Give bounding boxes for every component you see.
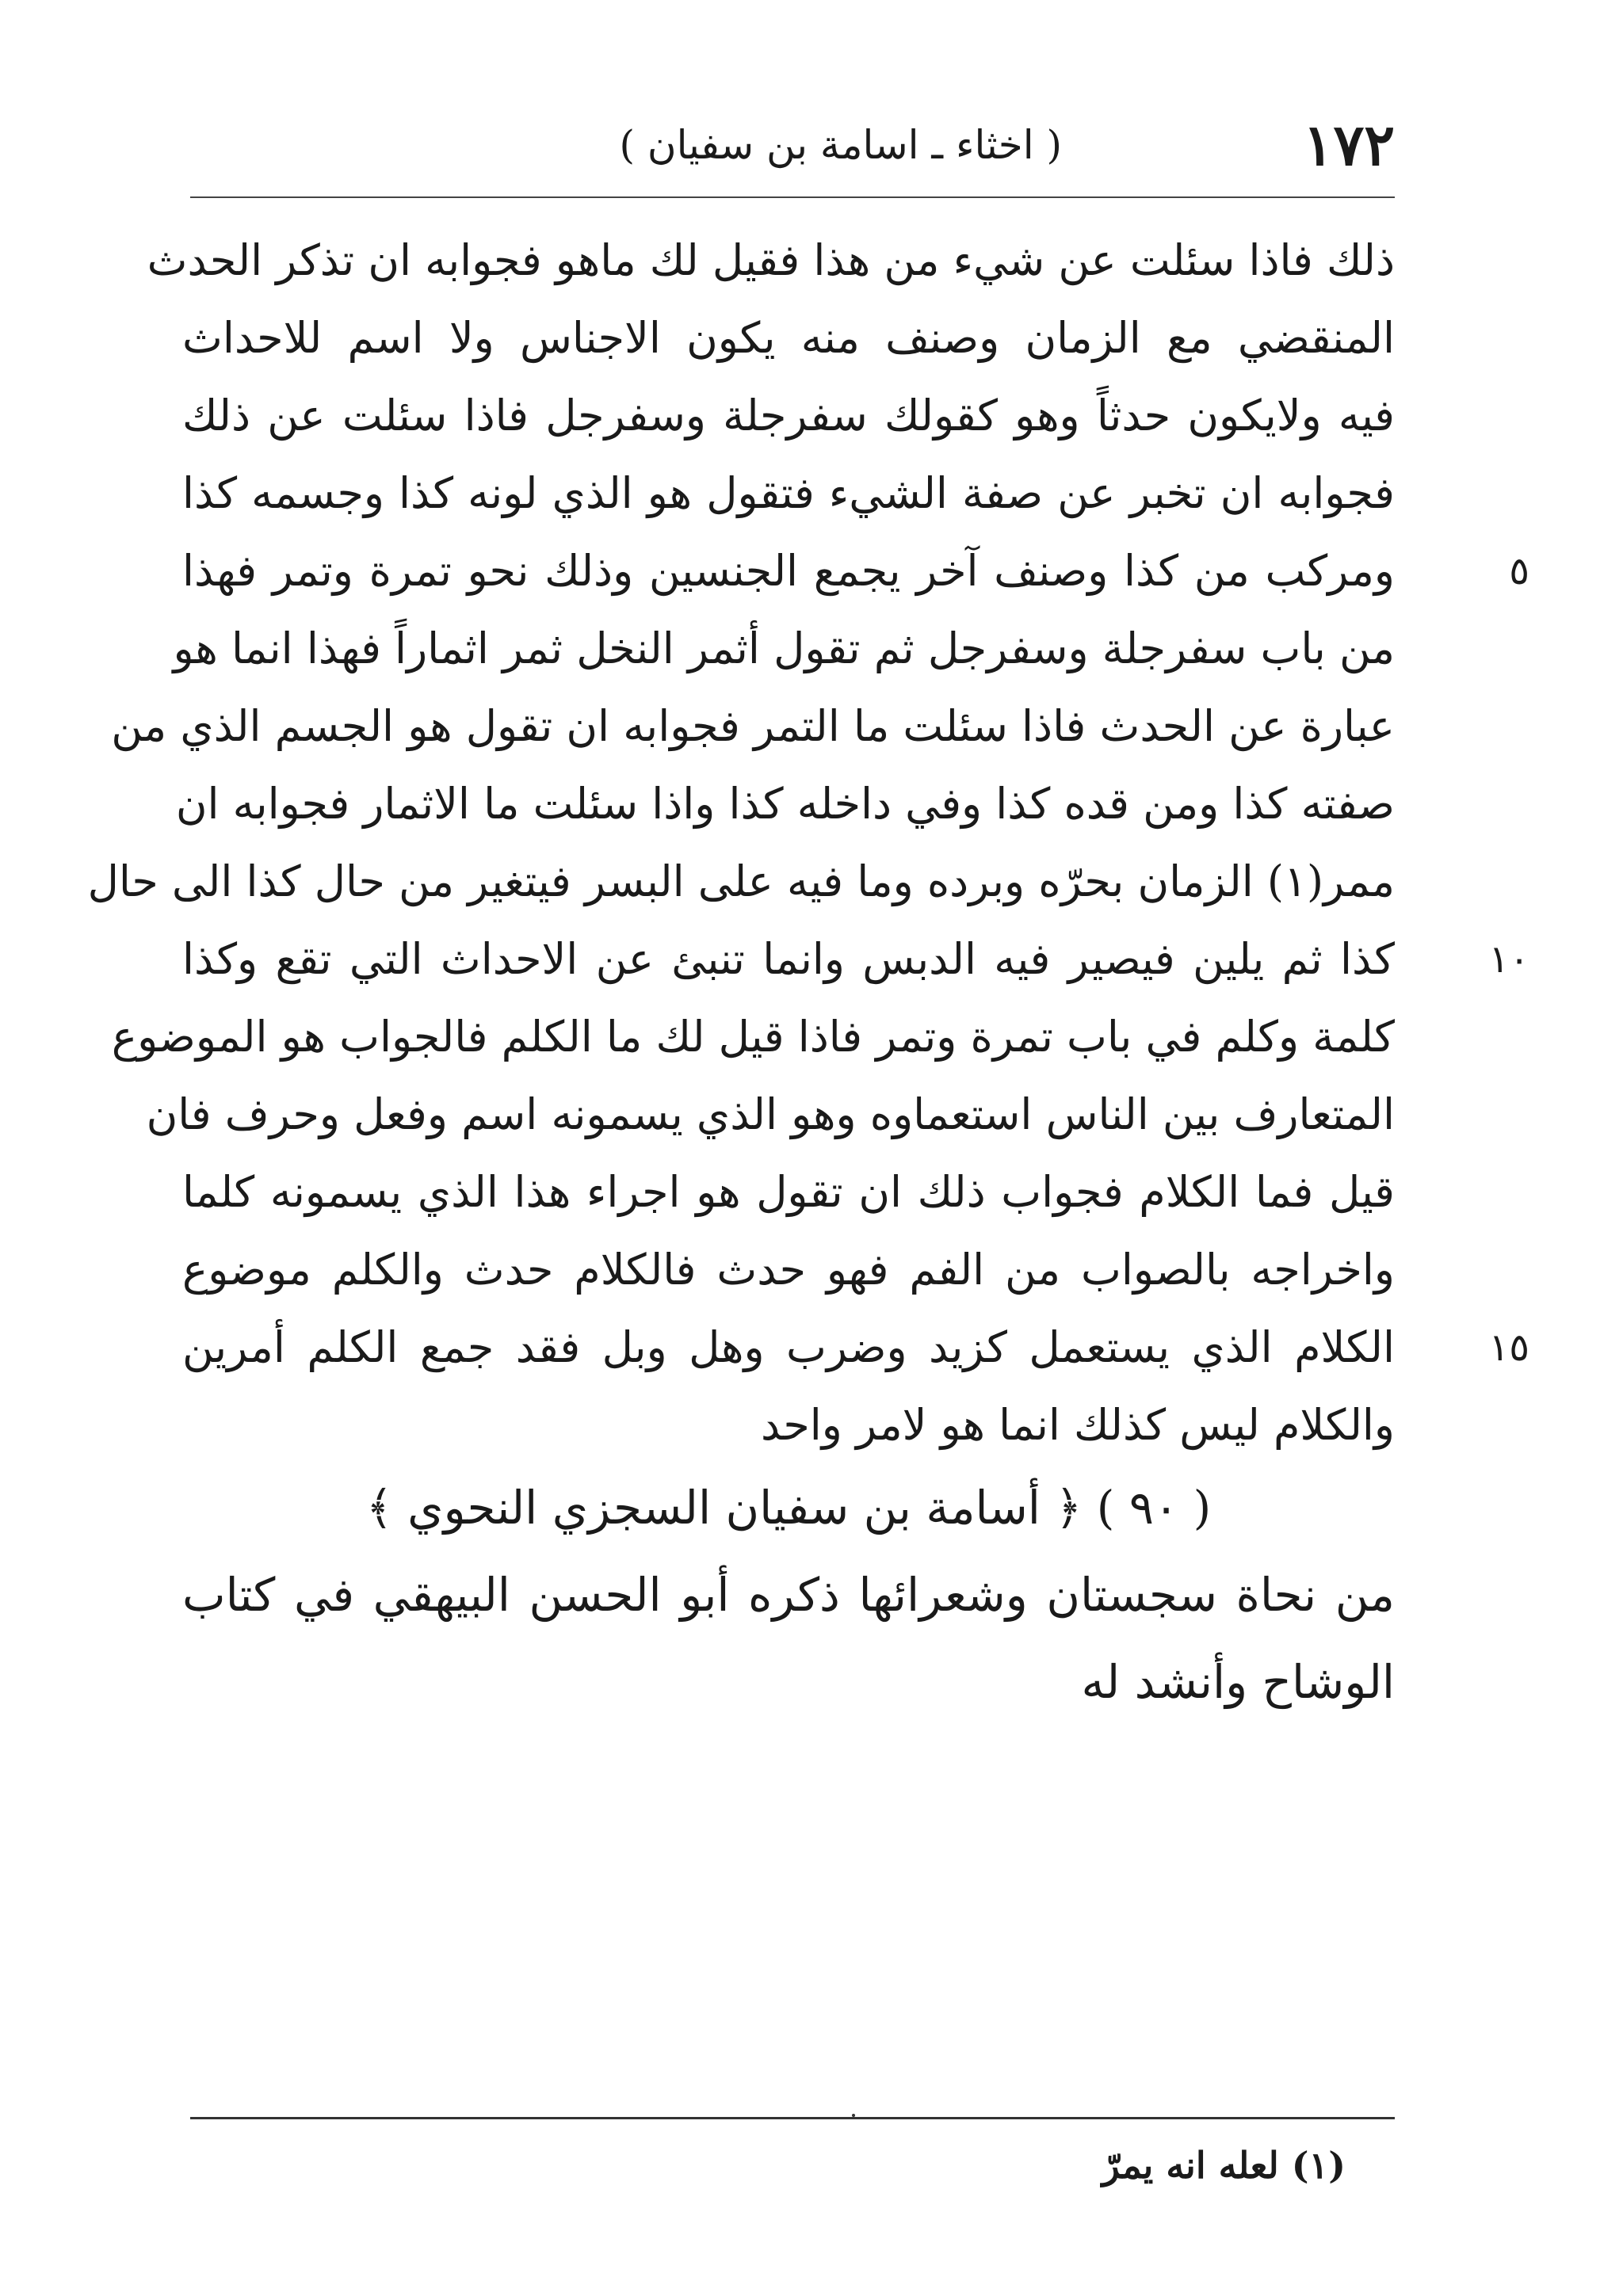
text-line: قيل فما الكلام فجواب ذلك ان تقول هو اجراء هذا الذي يسمونه كلما <box>182 1167 1395 1217</box>
text-line: المنقضي مع الزمان وصنف منه يكون الاجناس ولا اسم للاحداث <box>182 313 1395 363</box>
text-line: من نحاة سجستان وشعرائها ذكره أبو الحسن البيهقي في كتاب <box>182 1568 1395 1622</box>
text-line: ممر(١) الزمان بحرّه وبرده وما فيه على البسر فيتغير من حال كذا الى حال <box>87 856 1395 906</box>
entry-text <box>182 1551 1395 1726</box>
text-line: والكلام ليس كذلك انما هو لامر واحد <box>760 1400 1395 1450</box>
text-line: فجوابه ان تخبر عن صفة الشيء فتقول هو الذي لونه كذا وجسمه كذا <box>182 468 1395 518</box>
line-number: ١٠ <box>1488 937 1529 982</box>
entry-heading: ( ٩٠ ) ﴿ أسامة بن سفيان السجزي النحوي ﴾ <box>365 1481 1212 1535</box>
rule-dot <box>852 2114 855 2117</box>
page-header <box>190 103 1395 190</box>
header-rule <box>190 196 1395 198</box>
line-number: ١٥ <box>1488 1325 1529 1370</box>
text-line: عبارة عن الحدث فاذا سئلت ما التمر فجوابه ان تقول هو الجسم الذي من <box>111 701 1395 751</box>
footnote-rule <box>190 2117 1395 2119</box>
text-line: فيه ولايكون حدثاً وهو كقولك سفرجلة وسفرجل فاذا سئلت عن ذلك <box>182 391 1395 441</box>
line-number: ٥ <box>1509 549 1529 593</box>
text-line: كذا ثم يلين فيصير فيه الدبس وانما تنبئ عن الاحداث التي تقع وكذا ١٠ <box>182 921 1395 998</box>
text-line: كلمة وكلم في باب تمرة وتمر فاذا قيل لك ما الكلم فالجواب هو الموضوع <box>111 1012 1395 1062</box>
text-line: المتعارف بين الناس استعماوه وهو الذي يسمونه اسم وفعل وحرف فان <box>146 1089 1395 1139</box>
main-text <box>87 222 1529 1726</box>
text-line: ومركب من كذا وصنف آخر يجمع الجنسين وذلك نحو تمرة وتمر فهذا ٥ <box>182 532 1395 610</box>
text-line: الكلام الذي يستعمل كزيد وضرب وهل وبل فقد جمع الكلم أمرين ١٥ <box>182 1309 1395 1386</box>
footnote: (١) لعله انه يمرّ <box>1102 2144 1346 2187</box>
running-head: ( اخثاء ـ اسامة بن سفيان ) <box>619 122 1062 168</box>
text-line: الوشاح وأنشد له <box>1081 1655 1395 1709</box>
text-line: صفته كذا ومن قده كذا وفي داخله كذا واذا سئلت ما الاثمار فجوابه ان <box>175 779 1395 829</box>
text-line: واخراجه بالصواب من الفم فهو حدث فالكلام حدث والكلم موضوع <box>182 1245 1395 1295</box>
text-line: ذلك فاذا سئلت عن شيء من هذا فقيل لك ماهو فجوابه ان تذكر الحدث <box>147 235 1395 285</box>
page-number: ١٧٢ <box>1302 111 1395 178</box>
text-line: من باب سفرجلة وسفرجل ثم تقول أثمر النخل ثمر اثماراً فهذا انما هو <box>173 624 1395 673</box>
